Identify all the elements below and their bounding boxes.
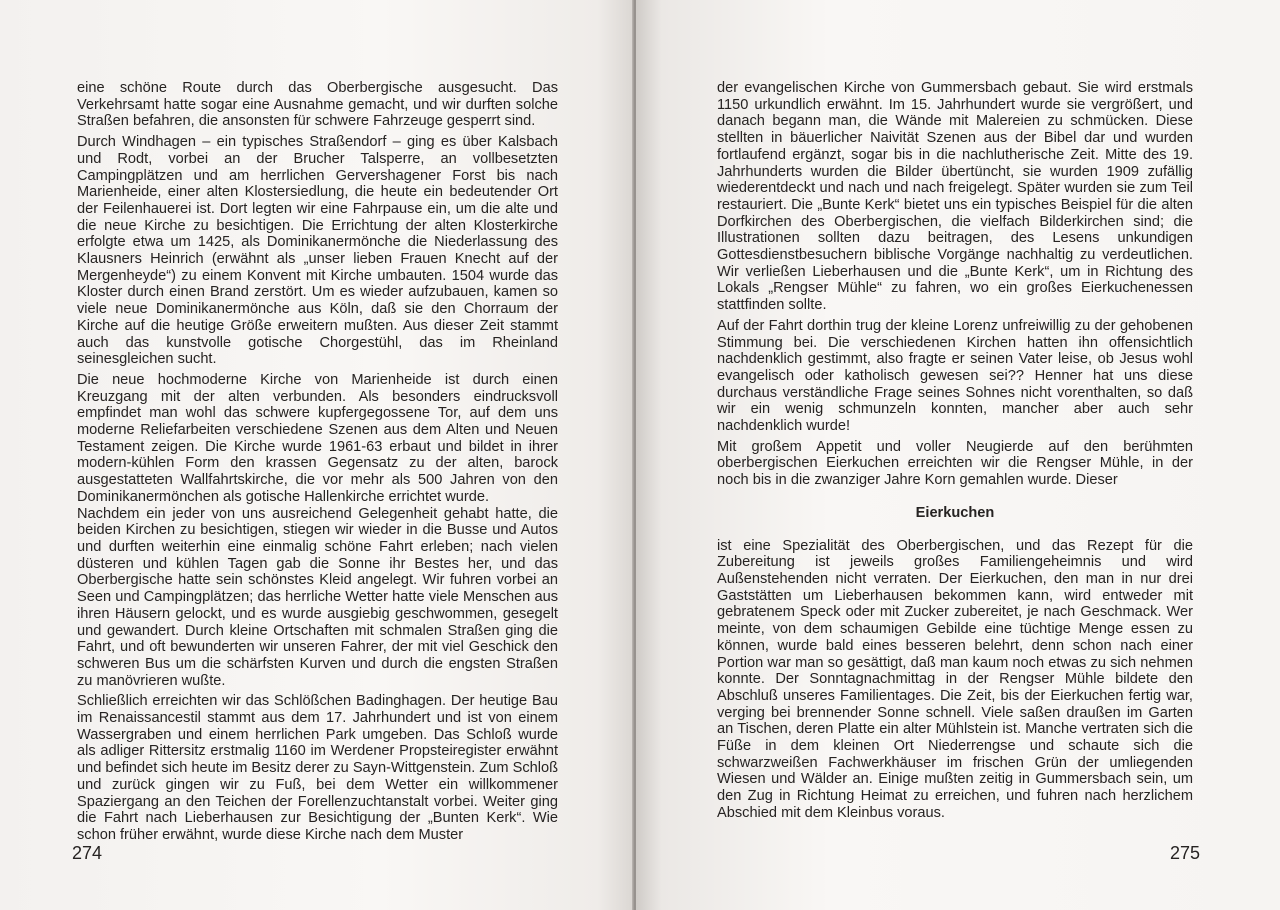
paragraph: Die neue hochmoderne Kirche von Marienheide ist durch einen Kreuzgang mit der alten verbunden. Als besonders eindrucksvoll empfindet man wohl das schwere kupfergegossene Tor, auf dem uns moderne Reliefarbeiten verschiedene Szenen aus dem Alten und Neuen Testament zeigen. Die Kirche wurde 1961-63 erbaut und bildet in ihrer modern-kühlen Form den krassen Gegensatz zu der alten, barock ausgestatteten Wallfahrtskirche, die vor mehr als 500 Jahren von den Dominikanermönchen als gotische Hallenkirche errichtet wurde. bbox=[77, 371, 558, 505]
right-page bbox=[636, 0, 1280, 910]
page-number: 274 bbox=[72, 843, 103, 863]
section-heading: Eierkuchen bbox=[915, 504, 995, 521]
paragraph: eine schöne Route durch das Oberbergische ausgesucht. Das Verkehrsamt hatte sogar eine Ausnahme gemacht, und wir durften solche Straßen befahren, die ansonsten für schwere Fahrzeuge gesperrt sind. bbox=[77, 80, 558, 130]
page-number: 275 bbox=[1170, 843, 1201, 863]
left-page bbox=[0, 0, 636, 910]
paragraph: Auf der Fahrt dorthin trug der kleine Lorenz unfreiwillig zu der gehobenen Stimmung bei. Die verschiedenen Kirchen hatten ihn offensichtlich nachdenklich gestimmt, also fragte er seinen Vater leise, ob Jesus wohl evangelisch oder katholisch gewesen sei?? Henner hat uns diese durchaus verständliche Frage seines Sohnes nicht vorenthalten, so daß wir ein wenig schmunzeln konnten, mancher aber auch sehr nachdenklich wurde! bbox=[717, 317, 1193, 435]
paragraph: der evangelischen Kirche von Gummersbach gebaut. Sie wird erstmals 1150 urkundlich erwähnt. Im 15. Jahrhundert wurde sie vergrößert, und danach begann man, die Wände mit Malereien zu schmücken. Diese stellten in bäuerlicher Naivität Szenen aus der Bibel dar und wurden fortlaufend ergänzt, sogar bis in die nachlutherische Zeit. Mitte des 19. Jahrhunderts wurden die Bilder übertüncht, sie wurden 1909 zufällig wiederentdeckt und nach und nach freigelegt. Später wurden sie zum Teil restauriert. Die „Bunte Kerk“ bietet uns ein typisches Beispiel für die alten Dorfkirchen des Oberbergischen, die vielfach Bilderkirchen sind; die Illustrationen sollten dazu beitragen, des Lesens unkundigen Gottesdienstbesuchern biblische Vorgänge nachhaltig zu verdeutlichen. Wir verließen Lieberhausen und die „Bunte Kerk“, um in Richtung des Lokals „Rengser Mühle“ zu fahren, wo ein großes Eierkuchenessen stattfinden sollte. bbox=[717, 80, 1193, 314]
paragraph: Durch Windhagen – ein typisches Straßendorf – ging es über Kalsbach und Rodt, vorbei an der Brucher Talsperre, an vollbesetzten Campingplätzen und am herrlichen Gervershagener Forst bis nach Marienheide, einer alten Klostersiedlung, die heute ein bedeutender Ort der Feilenhauerei ist. Dort legten wir eine Fahrpause ein, um die alte und die neue Kirche zu besichtigen. Die Errichtung der alten Klosterkirche erfolgte etwa um 1425, als Dominikanermönche die Niederlassung des Klausners Heinrich (erwähnt als „unser lieben Frauen Knecht auf der Mergenheyde“) zu einem Konvent mit Kirche umbauten. 1504 wurde das Kloster durch einen Brand zerstört. Um es wieder aufzubauen, kamen so viele neue Dominikanermönche aus Köln, daß sie den Chorraum der Kirche auf die heutige Größe erweitern mußten. Aus dieser Zeit stammt auch das kunstvolle gotische Chorgestühl, das im Rheinland seinesgleichen sucht. bbox=[77, 134, 558, 368]
right-page-text bbox=[717, 80, 1193, 826]
paragraph: Mit großem Appetit und voller Neugierde auf den berühmten oberbergischen Eierkuchen erreichten wir die Rengser Mühle, in der noch bis in die zwanziger Jahre Korn gemahlen wurde. Dieser bbox=[717, 438, 1193, 489]
paragraph: Schließlich erreichten wir das Schlößchen Badinghagen. Der heutige Bau im Renaissancestil stammt aus dem 17. Jahrhundert und ist von einem Wassergraben und einem herrlichen Park umgeben. Das Schloß wurde als adliger Rittersitz erstmalig 1160 im Werdener Propsteiregister erwähnt und befindet sich heute im Besitz derer zu Sayn-Wittgenstein. Zum Schloß und zurück gingen wir zu Fuß, bei dem Wetter ein willkommener Spaziergang an den Teichen der Forellenzuchtanstalt vorbei. Weiter ging die Fahrt nach Lieberhausen zur Besichtigung der „Bunten Kerk“. Wie schon früher erwähnt, wurde diese Kirche nach dem Muster bbox=[77, 693, 559, 843]
paragraph: Nachdem ein jeder von uns ausreichend Gelegenheit gehabt hatte, die beiden Kirchen zu besichtigen, stiegen wir wieder in die Busse und Autos und durften weiterhin eine einmalig schöne Fahrt erleben; nach vielen düsteren und kühlen Tagen gab die Sonne ihr Bestes her, und das Oberbergische hatte sein schönstes Kleid angelegt. Wir fuhren vorbei an Seen und Campingplätzen; das herrliche Wetter hatte viele Menschen aus ihren Häusern gelockt, und es wurde ausgiebig geschwommen, gesegelt und gewandert. Durch kleine Ortschaften mit schmalen Straßen ging die Fahrt, und oft bewunderten wir unseren Fahrer, der mit viel Geschick den schweren Bus um die schärfsten Kurven und durch die engsten Straßen zu manövrieren wußte. bbox=[77, 505, 558, 689]
paragraph: ist eine Spezialität des Oberbergischen, und das Rezept für die Zubereitung ist jeweils großes Familiengeheimnis und wird Außenstehenden nicht verraten. Der Eierkuchen, den man in nur drei Gaststätten um Lieberhausen bekommen kann, wird entweder mit gebratenem Speck oder mit Zucker zubereitet, je nach Geschmack. Wer meinte, von dem schaumigen Gebilde eine tüchtige Menge essen zu können, wurde bald eines besseren belehrt, denn schon nach einer Portion war man so gesättigt, daß man kaum noch etwas zu sich nehmen konnte. Der Sonntagnachmittag in der Rengser Mühle bildete den Abschluß unseres Familientages. Die Zeit, bis der Eierkuchen fertig war, verging bei brennender Sonne schnell. Viele saßen draußen im Garten an Tischen, deren Platte ein alter Mühlstein ist. Manche vertraten sich die Füße in dem kleinen Ort Niederrengse und schaute sich die schwarzweißen Fachwerkhäuser im frischen Grün der umliegenden Wiesen und Wälder an. Einige mußten zeitig in Gummersbach sein, um den Zug in Richtung Heimat zu erreichen, und fuhren nach herzlichem Abschied mit dem Kleinbus voraus. bbox=[717, 537, 1193, 821]
left-page-text bbox=[77, 80, 558, 848]
